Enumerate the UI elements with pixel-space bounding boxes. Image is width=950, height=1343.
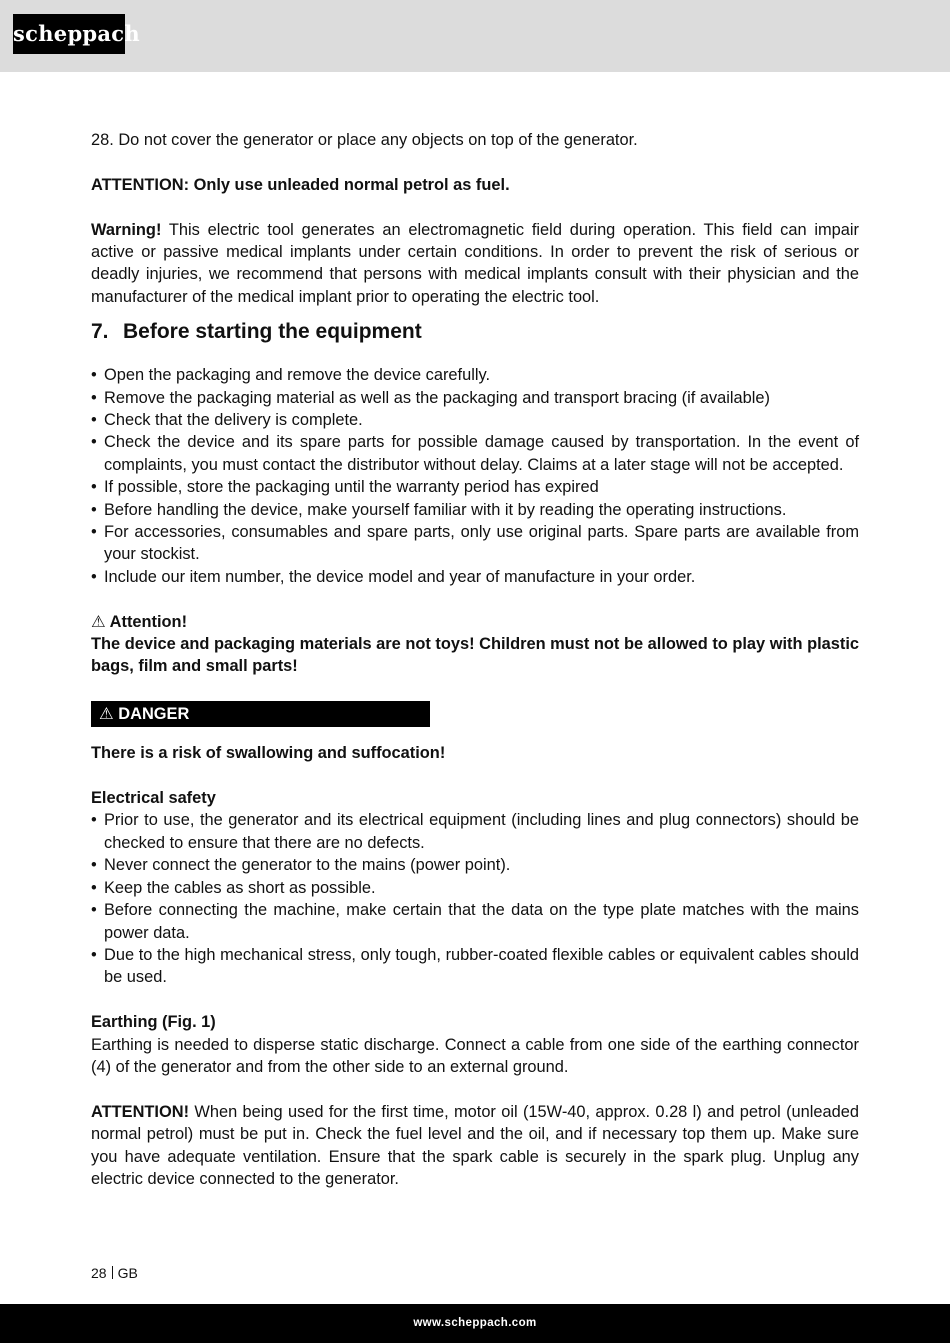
list-item: • Keep the cables as short as possible. [91, 877, 859, 899]
bullet-icon: • [91, 523, 97, 542]
warning-label: Warning! [91, 220, 162, 239]
danger-label: DANGER [118, 705, 190, 724]
bullet-icon: • [91, 388, 97, 407]
list-item: • Before handling the device, make yourself familiar with it by reading the operating instructions. [91, 499, 859, 521]
section-number: 7. [91, 320, 109, 344]
list-item: • Never connect the generator to the mains (power point). [91, 854, 859, 876]
list-item: • Remove the packaging material as well as the packaging and transport bracing (if available) [91, 387, 859, 409]
attention-text: When being used for the first time, motor oil (15W-40, approx. 0.28 l) and petrol (unleaded normal petrol) must be put in. Check the fuel level and the oil, and if necessary top them up. Make sure you have adequate ventilation. Ensure that the spark cable is securely in the spark plug. Unplug any electric device connected to the generator. [91, 1102, 859, 1188]
list-item: • For accessories, consumables and spare parts, only use original parts. Spare parts are available from your stockist. [91, 523, 859, 564]
children-safety-note: The device and packaging materials are not toys! Children must not be allowed to play with plastic bags, film and small parts! [91, 635, 859, 676]
danger-note: There is a risk of swallowing and suffocation! [91, 744, 446, 763]
section-heading [91, 318, 859, 346]
electrical-safety-list [91, 809, 859, 988]
bullet-icon: • [91, 878, 97, 897]
page-header [0, 0, 950, 72]
bullet-icon: • [91, 811, 97, 830]
bullet-icon: • [91, 856, 97, 875]
bullet-icon: • [91, 366, 97, 385]
instruction-item-28: 28. Do not cover the generator or place any objects on top of the generator. [91, 131, 638, 149]
list-item: • Include our item number, the device model and year of manufacture in your order. [91, 566, 859, 588]
website-link[interactable]: www.scheppach.com [413, 1317, 537, 1329]
language-code: GB [117, 1265, 138, 1281]
emf-warning-paragraph [91, 219, 859, 309]
bullet-icon: • [91, 500, 97, 519]
section-title: Before starting the equipment [123, 320, 422, 344]
divider [112, 1266, 113, 1279]
bullet-icon: • [91, 411, 97, 430]
first-use-attention-paragraph [91, 1101, 859, 1191]
earthing-paragraph: Earthing is needed to disperse static discharge. Connect a cable from one side of the earthing connector (4) of the generator and from the other side to an external ground. [91, 1035, 859, 1076]
page-content [91, 129, 859, 1190]
warning-triangle-icon: ⚠ [91, 612, 106, 631]
bullet-icon: • [91, 945, 97, 964]
fuel-attention-note: ATTENTION: Only use unleaded normal petrol as fuel. [91, 175, 510, 194]
startup-checklist [91, 364, 859, 588]
list-item: • If possible, store the packaging until the warranty period has expired [91, 476, 859, 498]
list-item: • Before connecting the machine, make certain that the data on the type plate matches with the mains power data. [91, 901, 859, 942]
warning-triangle-icon: ⚠ [99, 705, 114, 724]
danger-banner [91, 701, 430, 727]
bullet-icon: • [91, 433, 97, 452]
list-item: • Prior to use, the generator and its electrical equipment (including lines and plug connectors) should be checked to ensure that there are no defects. [91, 811, 859, 852]
page-footer [0, 1304, 950, 1343]
page-number: 28 GB [91, 1265, 138, 1281]
earthing-heading: Earthing (Fig. 1) [91, 1013, 216, 1032]
attention-heading: ⚠ Attention! [91, 612, 188, 631]
warning-text: This electric tool generates an electromagnetic field during operation. This field can impair active or passive medical implants under certain conditions. In order to prevent the risk of serious or deadly injuries, we recommend that persons with medical implants consult with their physician and the manufacturer of the medical implant prior to operating the electric tool. [91, 220, 859, 306]
bullet-icon: • [91, 478, 97, 497]
bullet-icon: • [91, 567, 97, 586]
list-item: • Open the packaging and remove the device carefully. [91, 364, 859, 386]
list-item: • Due to the high mechanical stress, only tough, rubber-coated flexible cables or equivalent cables should be used. [91, 945, 859, 987]
attention-label: ATTENTION! [91, 1102, 190, 1121]
brand-logo: scheppach [13, 14, 125, 54]
list-item: • Check that the delivery is complete. [91, 409, 859, 431]
bullet-icon: • [91, 901, 97, 920]
electrical-safety-heading: Electrical safety [91, 789, 216, 808]
list-item: • Check the device and its spare parts for possible damage caused by transportation. In the event of complaints, you must contact the distributor without delay. Claims at a later stage will not be accepted. [91, 433, 859, 474]
